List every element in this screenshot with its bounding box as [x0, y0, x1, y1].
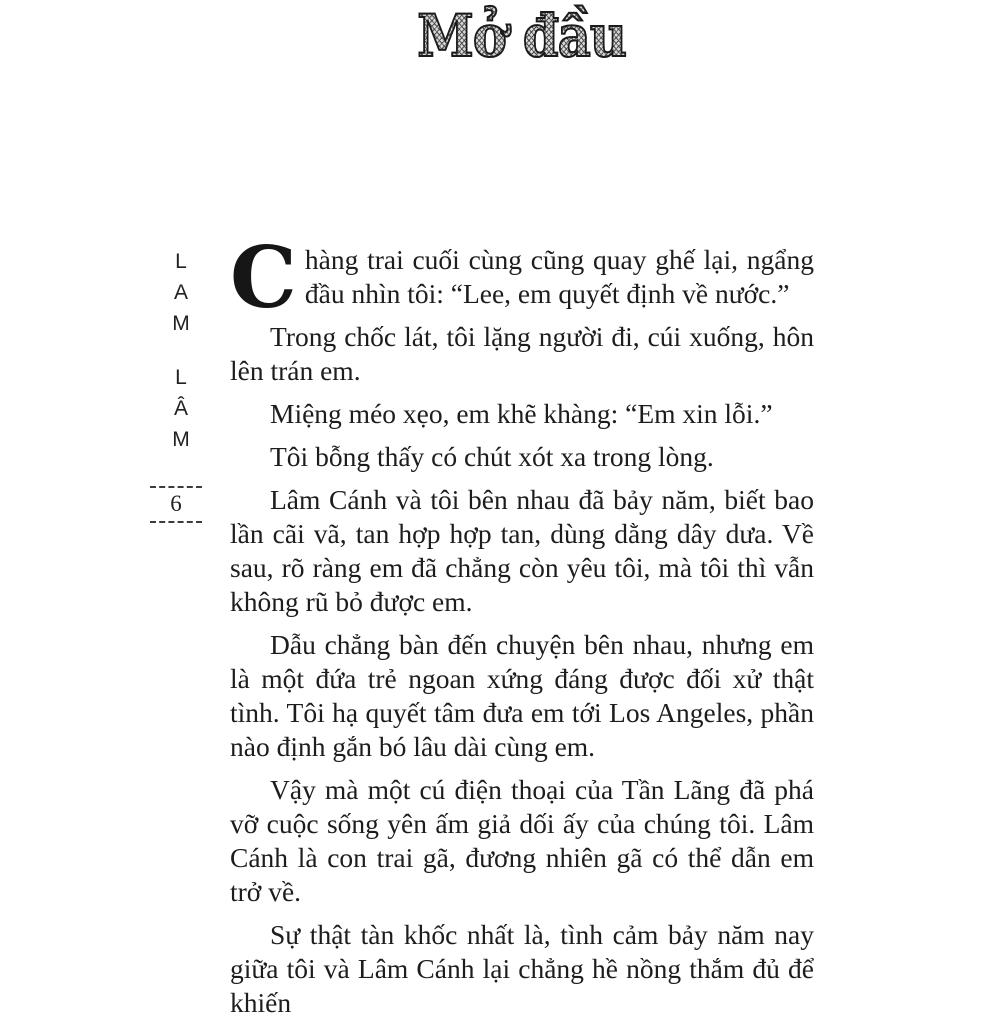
paragraph: Trong chốc lát, tôi lặng người đi, cúi xuống, hôn lên trán em.	[230, 321, 814, 386]
author-letter: M	[172, 312, 190, 335]
author-letter: L	[175, 366, 187, 389]
author-letter: Â	[173, 397, 188, 420]
paragraph: Sự thật tàn khốc nhất là, tình cảm bảy năm nay giữa tôi và Lâm Cánh lại chẳng hề nồng thắm đủ để khiến	[230, 919, 814, 1018]
page-number-box	[150, 486, 202, 523]
paragraph: Vậy mà một cú điện thoại của Tần Lãng đã phá vỡ cuộc sống yên ấm giả dối ấy của chúng tôi. Lâm Cánh là con trai gã, đương nhiên gã có thể dẫn em trở về.	[230, 774, 814, 907]
paragraph	[230, 228, 814, 327]
paragraph: Lâm Cánh và tôi bên nhau đã bảy năm, biết bao lần cãi vã, tan hợp hợp tan, dùng dằng dây dưa. Về sau, rõ ràng em đã chẳng còn yêu tôi, mà tôi thì vẫn không rũ bỏ được em.	[230, 484, 814, 617]
paragraph-text: hàng trai cuối cùng cũng quay ghế lại, ngẩng đầu nhìn tôi: “Lee, em quyết định về nước.”	[304, 244, 814, 309]
chapter-title-wrap	[230, 2, 814, 70]
paragraph: Tôi bỗng thấy có chút xót xa trong lòng.	[270, 441, 714, 472]
body-text	[230, 228, 814, 1020]
author-letter: M	[172, 428, 190, 451]
paragraph: Dẫu chẳng bàn đến chuyện bên nhau, nhưng em là một đứa trẻ ngoan xứng đáng được đối xử thật tình. Tôi hạ quyết tâm đưa em tới Los Angeles, phần nào định gắn bó lâu dài cùng em.	[230, 629, 814, 762]
dropcap-letter: C	[230, 228, 297, 327]
author-name-vertical	[166, 246, 196, 455]
chapter-title: Mở đầu	[417, 2, 627, 70]
page-number: 6	[170, 491, 182, 516]
paragraph: Miệng méo xẹo, em khẽ khàng: “Em xin lỗi.”	[270, 398, 773, 429]
author-letter: L	[175, 250, 187, 273]
author-letter: A	[173, 281, 188, 304]
